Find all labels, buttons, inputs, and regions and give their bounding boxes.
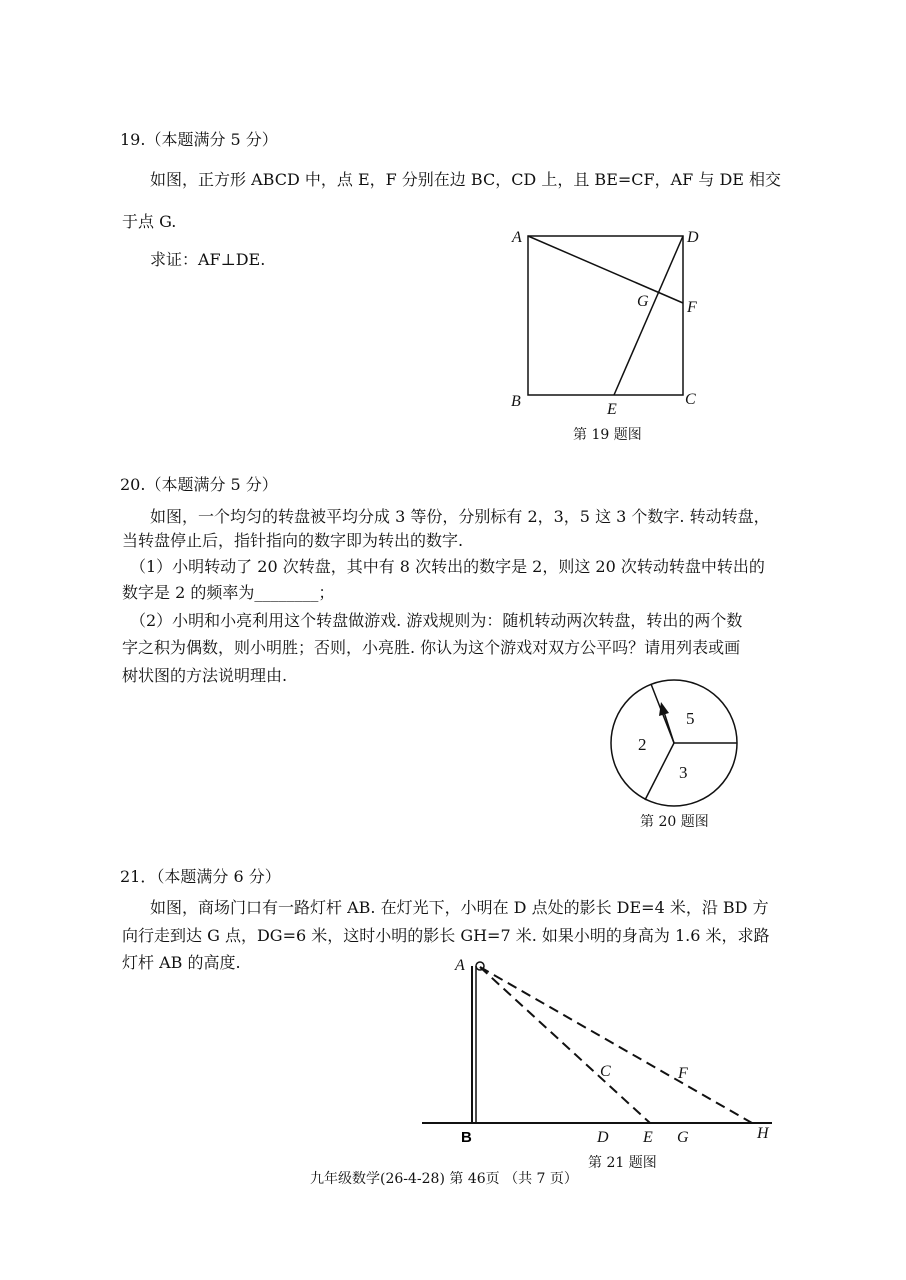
sector-label: 5	[686, 709, 695, 728]
q21-caption: 第 21 题图	[588, 1155, 657, 1171]
q19-label: C	[685, 391, 696, 408]
q21-label: B	[461, 1129, 472, 1146]
q21-label: H	[757, 1125, 769, 1142]
q19-label: G	[637, 293, 649, 310]
q21-label: F	[678, 1065, 688, 1082]
q20-text: 树状图的方法说明理由.	[122, 666, 288, 685]
q21-label: C	[600, 1063, 611, 1080]
q20-header: 20.（本题满分 5 分）	[120, 475, 278, 494]
q20-caption: 第 20 题图	[640, 814, 709, 830]
q21-text: 灯杆 AB 的高度.	[122, 953, 241, 972]
q19-text: 于点 G.	[122, 212, 177, 231]
q19-label: A	[512, 229, 522, 246]
q20-text: 如图，一个均匀的转盘被平均分成 3 等份，分别标有 2，3，5 这 3 个数字. 转动转盘，	[150, 507, 770, 526]
sector-label: 2	[638, 735, 647, 754]
sector-label: 3	[679, 763, 688, 782]
q21-text: 向行走到达 G 点，DG=6 米，这时小明的影长 GH=7 米. 如果小明的身高为 1.6 米，求路	[122, 926, 770, 945]
q19-label: B	[511, 393, 521, 410]
page-footer: 九年级数学(26-4-28) 第 46页 （共 7 页）	[310, 1171, 578, 1187]
q20-text: 字之积为偶数，则小明胜；否则，小亮胜. 你认为这个游戏对双方公平吗？请用列表或画	[122, 638, 741, 657]
q19-label: E	[607, 401, 617, 418]
q21-label: D	[597, 1129, 609, 1146]
q20-text: 数字是 2 的频率为________；	[122, 583, 335, 602]
q20-text: 当转盘停止后，指针指向的数字即为转出的数字.	[122, 531, 464, 550]
q20-text: （2）小明和小亮利用这个转盘做游戏. 游戏规则为：随机转动两次转盘，转出的两个数	[130, 611, 743, 630]
q21-text: 如图，商场门口有一路灯杆 AB. 在灯光下，小明在 D 点处的影长 DE=4 米，沿 BD 方	[150, 898, 769, 917]
q21-label: G	[677, 1129, 689, 1146]
q19-caption: 第 19 题图	[573, 427, 642, 443]
q19-label: F	[687, 299, 697, 316]
q19-label: D	[687, 229, 699, 246]
q21-label: E	[643, 1129, 653, 1146]
q21-header: 21．（本题满分 6 分）	[120, 867, 281, 886]
q19-text: 如图，正方形 ABCD 中，点 E，F 分别在边 BC，CD 上，且 BE=CF，AF 与 DE 相交	[150, 170, 782, 189]
q21-label: A	[455, 957, 465, 974]
q19-prove: 求证：AF⊥DE.	[150, 250, 266, 269]
q20-text: （1）小明转动了 20 次转盘，其中有 8 次转出的数字是 2，则这 20 次转动转盘中转出的	[130, 557, 765, 576]
q19-header: 19.（本题满分 5 分）	[120, 130, 278, 149]
